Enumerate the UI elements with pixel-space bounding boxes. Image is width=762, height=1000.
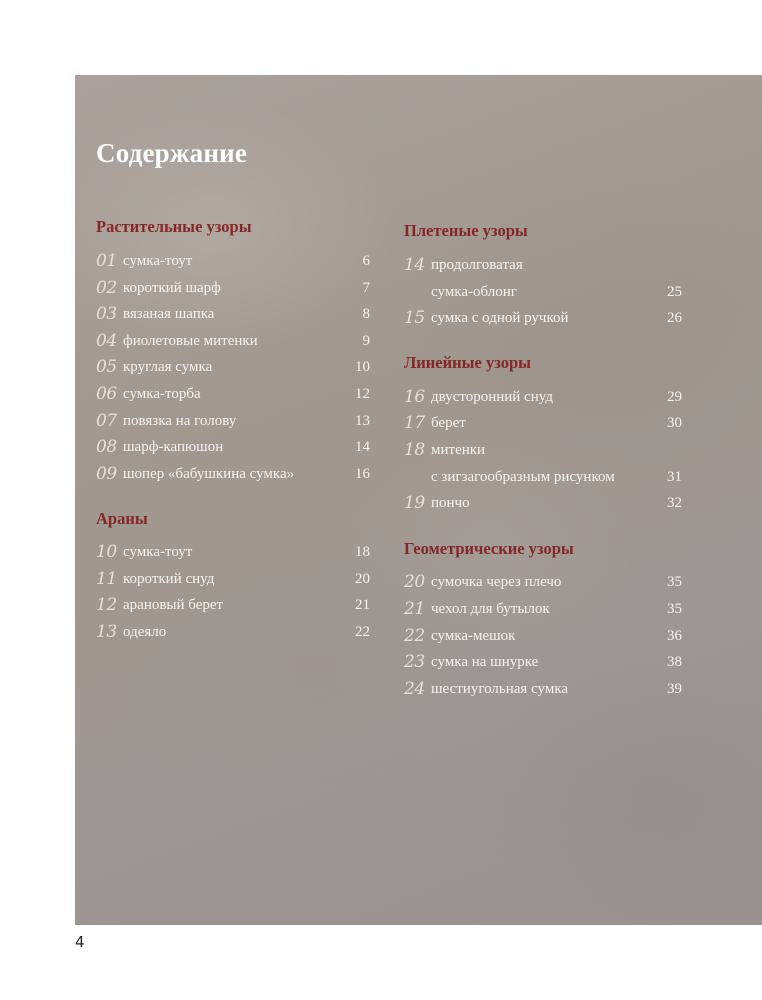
entry-label: вязаная шапка: [123, 306, 215, 322]
entry-number: 09: [96, 464, 117, 484]
toc-entry[interactable]: [404, 389, 684, 411]
section-heading-arans: Араны: [96, 509, 148, 528]
entry-number: 16: [404, 387, 425, 407]
entry-page: 36: [667, 628, 682, 644]
toc-entry[interactable]: [96, 571, 376, 593]
toc-entry[interactable]: [96, 253, 376, 275]
entry-page: 16: [355, 466, 370, 482]
section-heading-linear-patterns: Линейные узоры: [404, 353, 532, 372]
entry-label: сумка на шнурке: [431, 654, 539, 670]
entry-number: 10: [96, 542, 117, 562]
toc-entry[interactable]: [404, 257, 684, 307]
entry-number: 17: [404, 413, 425, 433]
entry-page: 9: [362, 333, 370, 349]
entry-number: 19: [404, 493, 425, 513]
toc-entry[interactable]: [404, 681, 684, 703]
page-title: Содержание: [96, 138, 248, 168]
toc-entry[interactable]: [404, 654, 684, 676]
entry-page: 29: [667, 389, 682, 405]
entry-label-continued: с зигзагообразным рисунком: [431, 469, 615, 485]
entry-label: сумка-мешок: [431, 628, 516, 644]
entry-number: 20: [404, 572, 425, 592]
toc-entry[interactable]: [96, 439, 376, 461]
entry-page: 26: [667, 310, 682, 326]
entry-number: 21: [404, 599, 425, 619]
toc-entry[interactable]: [96, 624, 376, 646]
entry-page: 20: [355, 571, 370, 587]
entry-label: чехол для бутылок: [431, 601, 550, 617]
entry-number: 03: [96, 304, 117, 324]
entry-number: 05: [96, 357, 117, 377]
entry-label: сумочка через плечо: [431, 574, 562, 590]
entry-page: 35: [667, 601, 682, 617]
entry-label: пончо: [431, 495, 470, 511]
toc-entry[interactable]: [96, 306, 376, 328]
toc-entry[interactable]: [96, 544, 376, 566]
entry-label: продолговатая: [431, 257, 523, 273]
entry-label: короткий шарф: [123, 280, 221, 296]
entry-page: 18: [355, 544, 370, 560]
entry-number: 12: [96, 595, 117, 615]
toc-entry[interactable]: [404, 310, 684, 332]
entry-label: сумка-тоут: [123, 253, 193, 269]
entry-page: 25: [667, 284, 682, 300]
entry-number: 04: [96, 331, 117, 351]
entry-label: фиолетовые митенки: [123, 333, 258, 349]
entry-number: 24: [404, 679, 425, 699]
toc-entry[interactable]: [96, 386, 376, 408]
entry-page: 12: [355, 386, 370, 402]
entry-page: 10: [355, 359, 370, 375]
toc-entry[interactable]: [404, 415, 684, 437]
toc-entry[interactable]: [404, 628, 684, 650]
entry-label: шарф-капюшон: [123, 439, 224, 455]
entry-label: шестиугольная сумка: [431, 681, 569, 697]
toc-entry[interactable]: [96, 597, 376, 619]
entry-number: 13: [96, 622, 117, 642]
entry-number: 15: [404, 308, 425, 328]
entry-label: сумка-тоут: [123, 544, 193, 560]
section-heading-braided-patterns: Плетеные узоры: [404, 221, 528, 240]
entry-page: 8: [362, 306, 370, 322]
page-number: 4: [75, 933, 85, 951]
toc-entry[interactable]: [96, 280, 376, 302]
entry-page: 38: [667, 654, 682, 670]
entry-number: 01: [96, 251, 117, 271]
toc-entry[interactable]: [96, 466, 376, 488]
entry-number: 22: [404, 626, 425, 646]
toc-entry[interactable]: [404, 601, 684, 623]
entry-number: 11: [96, 569, 117, 589]
section-heading-plant-patterns: Растительные узоры: [96, 217, 252, 236]
entry-label: арановый берет: [123, 597, 224, 613]
entry-label: короткий снуд: [123, 571, 215, 587]
toc-entry[interactable]: [96, 359, 376, 381]
entry-page: 14: [355, 439, 370, 455]
toc-entry[interactable]: [96, 333, 376, 355]
entry-page: 35: [667, 574, 682, 590]
entry-number: 14: [404, 255, 425, 275]
entry-number: 07: [96, 411, 117, 431]
entry-label: шопер «бабушкина сумка»: [123, 466, 295, 482]
entry-page: 32: [667, 495, 682, 511]
entry-page: 30: [667, 415, 682, 431]
toc-entry[interactable]: [404, 442, 684, 492]
entry-page: 21: [355, 597, 370, 613]
entry-page: 31: [667, 469, 682, 485]
toc-entry[interactable]: [96, 413, 376, 435]
entry-label: круглая сумка: [123, 359, 213, 375]
toc-entry[interactable]: [404, 495, 684, 517]
entry-label: сумка с одной ручкой: [431, 310, 569, 326]
entry-label: сумка-торба: [123, 386, 201, 402]
entry-number: 02: [96, 278, 117, 298]
entry-page: 22: [355, 624, 370, 640]
entry-page: 6: [362, 253, 370, 269]
entry-number: 23: [404, 652, 425, 672]
entry-page: 7: [362, 280, 370, 296]
entry-number: 08: [96, 437, 117, 457]
entry-page: 39: [667, 681, 682, 697]
entry-label: повязка на голову: [123, 413, 237, 429]
entry-label-continued: сумка-облонг: [431, 284, 517, 300]
entry-label: двусторонний снуд: [431, 389, 553, 405]
entry-number: 18: [404, 440, 425, 460]
entry-label: митенки: [431, 442, 486, 458]
section-heading-geometric-patterns: Геометрические узоры: [404, 539, 574, 558]
entry-label: берет: [431, 415, 466, 431]
entry-page: 13: [355, 413, 370, 429]
toc-entry[interactable]: [404, 574, 684, 596]
entry-label: одеяло: [123, 624, 167, 640]
entry-number: 06: [96, 384, 117, 404]
